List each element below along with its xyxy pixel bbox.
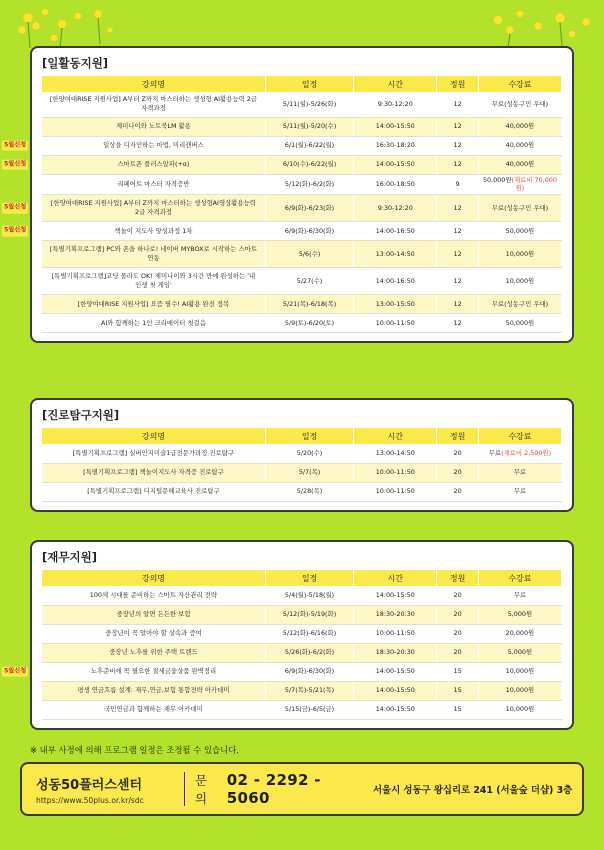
fee-cell [478,586,561,605]
org-block [22,774,178,805]
time-cell: 10:00-11:50 [354,624,437,643]
table-row[interactable] [42,174,562,195]
org-name: 성동50플러스센터 [36,777,142,793]
header-course: 강의명 [42,428,265,444]
fee-value: 40,000원 [505,160,535,169]
fee-value: 무료 [513,468,527,477]
footer-divider [184,772,185,806]
capacity-cell: 9 [437,174,479,195]
course-name-cell [4,662,265,681]
table-row[interactable] [42,482,562,501]
course-name-cell [42,268,265,295]
table-row[interactable] [42,295,562,314]
course-name-cell [42,624,265,643]
course-name-cell [4,155,265,174]
fee-cell [478,222,561,241]
fee-value: 무료(성동구민 우대) [491,299,549,308]
apply-tag-badge: 5월신청 [2,666,28,677]
table-row[interactable] [42,222,562,241]
fee-cell [478,155,561,174]
table-row[interactable] [42,136,562,155]
fee-value: 5,000원 [507,648,533,657]
header-time: 시간 [354,428,437,444]
fee-cell [478,681,561,700]
footer-banner [20,762,584,816]
course-name: 중장년 노후를 위한 주택 트렌드 [109,648,198,657]
fee-note: (재료비 2,500원) [501,448,552,457]
fee-value: 50,000원 [505,318,535,327]
table-row[interactable] [42,195,562,222]
header-schedule: 일정 [265,428,353,444]
time-cell: 14:00-15:50 [354,586,437,605]
course-name: 스마트폰 플러스알파(+α) [117,160,190,169]
course-name-cell [4,136,265,155]
time-cell: 10:00-11:50 [354,463,437,482]
fee-cell [478,136,561,155]
table-row[interactable] [42,117,562,136]
fee-cell [478,174,561,195]
capacity-cell: 15 [437,662,479,681]
table-row[interactable] [42,92,562,117]
capacity-cell: 12 [437,268,479,295]
header-time: 시간 [354,76,437,92]
schedule-cell: 6/9(화)-6/30(화) [265,222,353,241]
fee-value: 10,000원 [505,705,535,714]
fee-cell [478,117,561,136]
schedule-cell: 6/10(수)-6/22(월) [265,155,353,174]
fee-cell [478,268,561,295]
time-cell: 14:00-15:50 [354,155,437,174]
contact-label: 문의 [195,773,208,806]
course-name: [한양여대RISE 지원사업] A부터 Z까지 마스터하는 생성형AI영상활용능력 2급 자격과정 [50,199,256,217]
course-name-cell [42,681,265,700]
fee-value: 10,000원 [505,249,535,258]
course-name: 평생 연금흐름 설계: 재무,연금,보험 통합전략 아카데미 [77,686,230,695]
table-row[interactable] [42,463,562,482]
header-time: 시간 [354,570,437,586]
apply-tag-badge: 5월신청 [2,203,28,214]
fee-cell [478,314,561,333]
fee-value: 5,000원 [507,610,533,619]
fee-note: (재료비 70,000원) [511,175,557,193]
fee-cell [478,241,561,268]
course-name: [특별기획프로그램] 디지털문해교육사 진로탐구 [87,487,220,496]
course-name: AI와 함께하는 1인 크리에이터 첫걸음 [101,318,206,327]
schedule-cell: 5/6(수) [265,241,353,268]
capacity-cell: 15 [437,700,479,719]
course-name-cell [42,700,265,719]
capacity-cell: 12 [437,92,479,117]
course-name-cell [4,195,265,222]
schedule-cell: 5/7(목) [265,463,353,482]
org-url[interactable]: https://www.50plus.or.kr/sdc [36,795,144,805]
header-schedule: 일정 [265,570,353,586]
header-fee: 수강료 [478,570,561,586]
section-career [30,398,574,512]
table-row[interactable] [42,314,562,333]
capacity-cell: 12 [437,314,479,333]
table-header-row [42,76,562,92]
time-cell: 13:00-14:50 [354,444,437,463]
schedule-cell: 5/21(목)-6/18(목) [265,295,353,314]
time-cell: 16:00-18:50 [354,174,437,195]
fee-value: 40,000원 [505,141,535,150]
schedule-cell: 5/12(화)-6/16(화) [265,624,353,643]
course-name-cell [42,241,265,268]
schedule-cell: 5/11(월)-5/20(수) [265,117,353,136]
capacity-cell: 12 [437,155,479,174]
fee-cell [478,444,561,463]
course-name-cell [4,222,265,241]
course-name: 중장년의 알면 든든한 보험 [116,610,191,619]
fee-value: 40,000원 [505,122,535,131]
capacity-cell: 20 [437,444,479,463]
time-cell: 9:30-12:20 [354,92,437,117]
time-cell: 14:00-16:50 [354,268,437,295]
table-row[interactable] [42,605,562,624]
table-row[interactable] [42,643,562,662]
time-cell: 9:30-12:20 [354,195,437,222]
course-name: [한양여대RISE 지원사업] A부터 Z까지 마스터하는 생성형 AI활용능력 2급 자격과정 [49,95,257,113]
table-row[interactable] [42,444,562,463]
schedule-cell: 6/9(화)-6/30(화) [265,662,353,681]
fee-cell [478,463,561,482]
capacity-cell: 12 [437,222,479,241]
time-cell: 14:00-15:50 [354,117,437,136]
table-row[interactable] [42,155,562,174]
fee-value: 무료 [513,487,527,496]
capacity-cell: 20 [437,586,479,605]
capacity-cell: 12 [437,195,479,222]
fee-value: 10,000원 [505,276,535,285]
fee-cell [478,662,561,681]
fee-value: 10,000원 [505,686,535,695]
table-row[interactable] [42,662,562,681]
course-name: [특별기획프로그램] 책놀이지도사 자격증 진로탐구 [83,468,224,477]
apply-tag-badge: 5월신청 [2,159,28,170]
course-name-cell [42,444,265,463]
header-course: 강의명 [42,570,265,586]
fee-value: 10,000원 [505,667,535,676]
fee-cell [478,700,561,719]
section-title: [일활동지원] [42,56,109,70]
fee-cell [478,624,561,643]
fee-value: 50,000원 [482,175,512,184]
time-cell: 13:00-15:50 [354,295,437,314]
schedule-cell: 5/27(수) [265,268,353,295]
time-cell: 16:30-18:20 [354,136,437,155]
schedule-cell: 5/11(월)-5/26(화) [265,92,353,117]
section-activity [4,46,574,343]
course-name: [한양여대RISE 지원사업] 요즘 필수! AI활용 완전 정복 [77,299,230,308]
table-header-row [42,570,562,586]
apply-tag-badge: 5월신청 [2,226,28,237]
fee-value: 무료 [513,590,527,599]
table-row[interactable] [42,624,562,643]
fee-cell [478,482,561,501]
course-name: 일상을 디자인하는 마법, 미리캔버스 [103,141,204,150]
fee-value: 50,000원 [505,226,535,235]
schedule-cell: 5/9(토)-6/20(토) [265,314,353,333]
fee-cell [478,295,561,314]
schedule-cell: 5/12(화)-5/19(화) [265,605,353,624]
capacity-cell: 12 [437,295,479,314]
table-row[interactable] [42,586,562,605]
capacity-cell: 20 [437,643,479,662]
schedule-table [4,76,562,333]
fee-cell [478,92,561,117]
contact-block [191,771,367,807]
course-name-cell [42,605,265,624]
schedule-cell: 5/12(화)-6/2(화) [265,174,353,195]
fee-cell [478,195,561,222]
schedule-cell: 5/28(목) [265,482,353,501]
header-schedule: 일정 [265,76,353,92]
capacity-cell: 20 [437,624,479,643]
time-cell: 14:00-16:50 [354,222,437,241]
schedule-cell: 6/1(월)-6/22(월) [265,136,353,155]
schedule-notice: ※ 내부 사정에 의해 프로그램 일정은 조정될 수 있습니다. [30,745,239,755]
schedule-cell: 5/15(금)-6/5(금) [265,700,353,719]
time-cell: 14:00-15:50 [354,662,437,681]
capacity-cell: 12 [437,117,479,136]
time-cell: 14:00-15:50 [354,681,437,700]
course-name: 중장년이 꼭 알아야 할 상속과 증여 [105,629,202,638]
time-cell: 13:00-14:50 [354,241,437,268]
address: 서울시 성동구 왕십리로 241 (서울숲 더샵) 3층 [373,785,573,796]
capacity-cell: 20 [437,463,479,482]
fee-cell [478,605,561,624]
table-row[interactable] [42,681,562,700]
capacity-cell: 20 [437,605,479,624]
table-row[interactable] [42,268,562,295]
time-cell: 18:30-20:30 [354,643,437,662]
capacity-cell: 12 [437,241,479,268]
course-name-cell [42,482,265,501]
fee-value: 무료 [488,448,502,457]
time-cell: 10:00-11:50 [354,314,437,333]
schedule-cell: 5/26(화)-6/2(화) [265,643,353,662]
course-name-cell [42,295,265,314]
schedule-cell: 5/7(목)-5/21(목) [265,681,353,700]
course-name: 리페어트 마스터 자격증반 [117,179,190,188]
course-name: [특별기획프로그램]코딩 몰라도 OK! 제미나이와 3시간 만에 완성하는 '내 인생 첫 게임' [51,272,256,290]
fee-value: 20,000원 [505,629,535,638]
course-name: 책놀이 지도사 양성과정 1차 [114,226,193,235]
section-title: [재무지원] [42,550,97,564]
capacity-cell: 20 [437,482,479,501]
apply-tag-badge: 5월신청 [2,140,28,151]
time-cell: 18:30-20:30 [354,605,437,624]
schedule-cell: 5/20(수) [265,444,353,463]
time-cell: 10:00-11:50 [354,482,437,501]
fee-value: 무료(성동구민 우대) [491,203,549,212]
table-header-row [42,428,562,444]
course-name: 국민연금과 함께하는 재무 아카데미 [104,705,203,714]
contact-phone[interactable]: 02 - 2292 - 5060 [226,771,321,807]
table-row[interactable] [42,700,562,719]
header-capacity: 정원 [437,428,479,444]
schedule-table [4,570,562,720]
header-fee: 수강료 [478,428,561,444]
header-capacity: 정원 [437,76,479,92]
course-name: 제미나이와 노트북LM 활용 [116,122,191,131]
course-name: 노후준비에 꼭 필요한 절세금융상품 완벽정리 [90,667,217,676]
course-name-cell [42,463,265,482]
section-finance [4,540,574,730]
schedule-cell: 5/4(월)-5/18(월) [265,586,353,605]
capacity-cell: 12 [437,136,479,155]
table-row[interactable] [42,241,562,268]
fee-cell [478,643,561,662]
schedule-table [42,428,562,502]
header-capacity: 정원 [437,570,479,586]
course-name-cell [42,643,265,662]
header-course: 강의명 [42,76,265,92]
course-name-cell [42,586,265,605]
header-fee: 수강료 [478,76,561,92]
course-name: [특별기획프로그램] PC와 폰을 하나로! 네이버 MYBOX로 시작하는 스마트 연동 [49,245,257,263]
fee-value: 무료(성동구민 우대) [491,99,549,108]
course-name: 100세 시대를 준비하는 스마트 자산관리 전략 [89,590,218,599]
schedule-cell: 6/9(화)-6/23(화) [265,195,353,222]
course-name-cell [42,174,265,195]
course-name-cell [42,92,265,117]
course-name: [특별기획프로그램] 실버인지미술1급전문가과정 진로탐구 [72,448,235,457]
time-cell: 14:00-15:50 [354,700,437,719]
section-title: [진로탐구지원] [42,408,120,422]
capacity-cell: 15 [437,681,479,700]
course-name-cell [42,117,265,136]
course-name-cell [42,314,265,333]
